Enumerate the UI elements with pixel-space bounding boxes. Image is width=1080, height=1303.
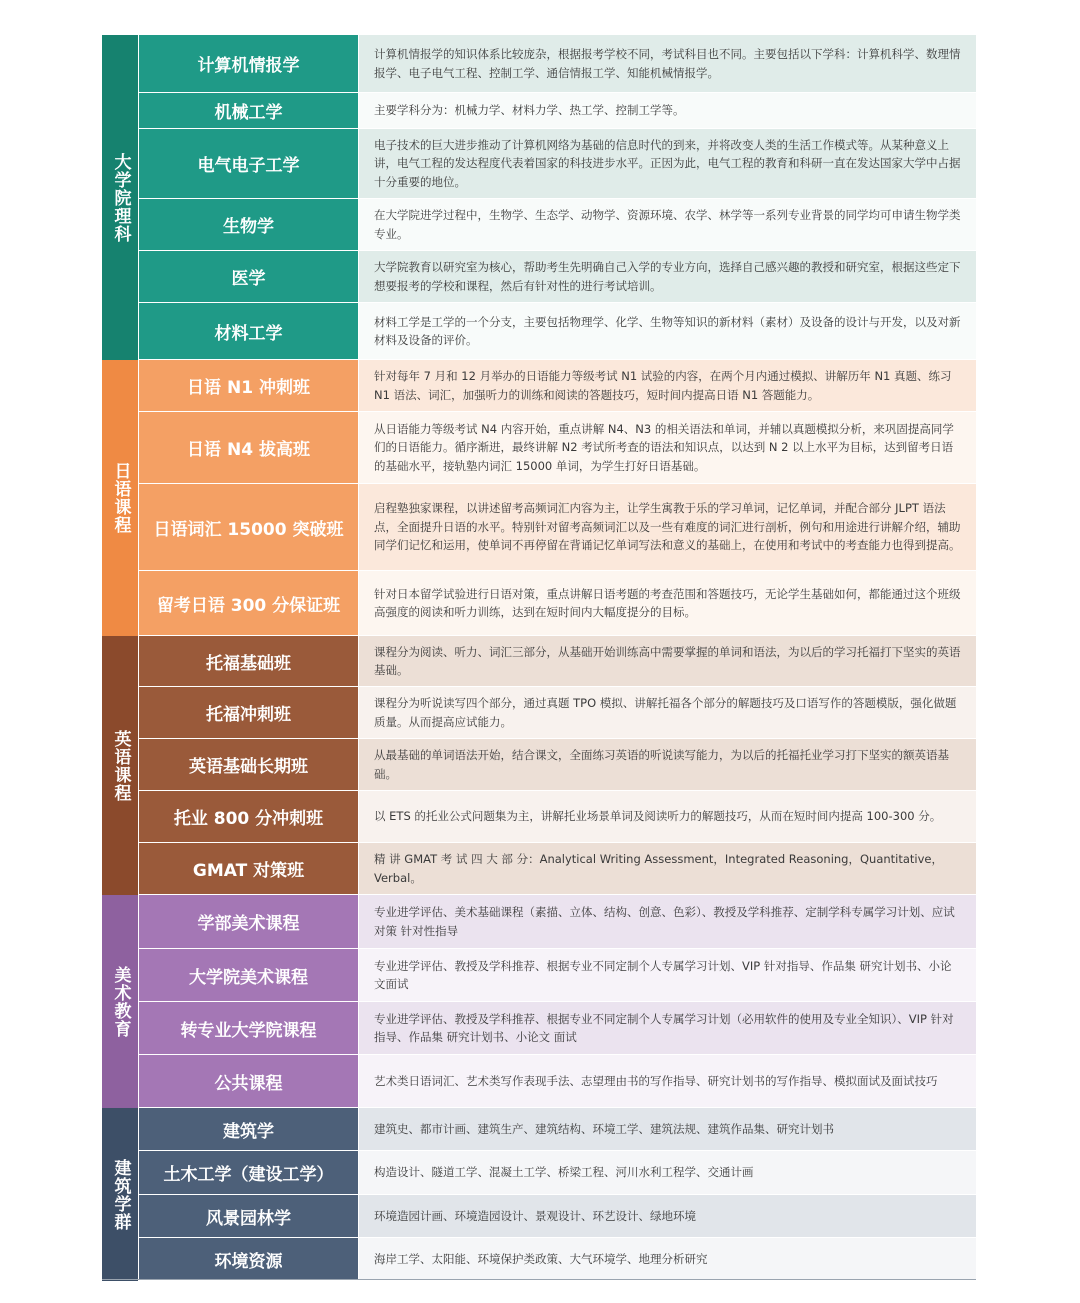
course-name: 学部美术课程	[138, 895, 358, 948]
table-row	[138, 412, 976, 484]
course-desc: 专业进学评估、美术基础课程（素描、立体、结构、创意、色彩）、教授及学科推荐、定制学科专属学习计划、应试对策 针对性指导	[358, 895, 976, 948]
course-name: 风景园林学	[138, 1195, 358, 1237]
course-name: 英语基础长期班	[138, 739, 358, 790]
table-row	[138, 571, 976, 636]
table-row	[138, 687, 976, 739]
course-desc: 从最基础的单词语法开始，结合课文，全面练习英语的听说读写能力，为以后的托福托业学习打下坚实的额英语基础。	[358, 739, 976, 790]
course-desc: 艺术类日语词汇、艺术类写作表现手法、志望理由书的写作指导、研究计划书的写作指导、模拟面试及面试技巧	[358, 1055, 976, 1107]
course-desc: 课程分为阅读、听力、词汇三部分，从基础开始训练高中需要掌握的单词和语法，为以后的学习托福打下坚实的英语基础。	[358, 636, 976, 686]
course-desc: 专业进学评估、教授及学科推荐、根据专业不同定制个人专属学习计划、VIP 针对指导、作品集 研究计划书、小论文面试	[358, 949, 976, 1001]
section-art-education	[102, 895, 976, 1108]
course-table	[102, 35, 976, 1281]
course-name: 建筑学	[138, 1108, 358, 1150]
table-row	[138, 1151, 976, 1195]
category-label: 美术教育	[102, 895, 138, 1108]
table-row	[138, 129, 976, 199]
course-desc: 启程塾独家课程，以讲述留考高频词汇内容为主，让学生寓教于乐的学习单词，记忆单词，并配合部分 JLPT 语法点，全面提升日语的水平。特别针对留考高频词汇以及一些有难度的词汇进行剖析，例句和用途进行讲解介绍，辅助同学们记忆和运用，使单词不再停留在背诵记忆单词写法和意义的基础上，在使用和考试中的考查能力也得到提高。	[358, 484, 976, 570]
course-desc: 课程分为听说读写四个部分，通过真题 TPO 模拟、讲解托福各个部分的解题技巧及口语写作的答题模版，强化做题质量。从而提高应试能力。	[358, 687, 976, 738]
table-row	[138, 949, 976, 1002]
course-desc: 主要学科分为：机械力学、材料力学、热工学、控制工学等。	[358, 93, 976, 128]
course-desc: 精 讲 GMAT 考 试 四 大 部 分：Analytical Writing Assessment，Integrated Reasoning，Quantitative，Verbal。	[358, 843, 976, 894]
course-name: 土木工学（建设工学）	[138, 1151, 358, 1194]
course-name: 留考日语 300 分保证班	[138, 571, 358, 635]
table-row	[138, 251, 976, 303]
section-english-courses	[102, 636, 976, 895]
table-row	[138, 1238, 976, 1281]
bottom-divider	[102, 1279, 976, 1280]
course-name: 托业 800 分冲刺班	[138, 791, 358, 842]
course-name: 生物学	[138, 199, 358, 250]
table-row	[138, 739, 976, 791]
course-name: 公共课程	[138, 1055, 358, 1107]
course-name: 大学院美术课程	[138, 949, 358, 1001]
course-desc: 以 ETS 的托业公式问题集为主，讲解托业场景单词及阅读听力的解题技巧，从而在短时间内提高 100-300 分。	[358, 791, 976, 842]
course-name: 托福基础班	[138, 636, 358, 686]
course-desc: 针对每年 7 月和 12 月举办的日语能力等级考试 N1 试验的内容，在两个月内通过模拟、讲解历年 N1 真题、练习 N1 语法、词汇，加强听力的训练和阅读的答题技巧，短时间内提高日语 N1 答题能力。	[358, 360, 976, 411]
table-row	[138, 1195, 976, 1238]
course-name: 环境资源	[138, 1238, 358, 1280]
table-row	[138, 1108, 976, 1151]
section-graduate-science	[102, 35, 976, 360]
category-label: 日语课程	[102, 360, 138, 636]
table-row	[138, 484, 976, 571]
course-name: 托福冲刺班	[138, 687, 358, 738]
course-desc: 在大学院进学过程中，生物学、生态学、动物学、资源环境、农学、林学等一系列专业背景的同学均可申请生物学类专业。	[358, 199, 976, 250]
table-row	[138, 1055, 976, 1108]
category-label: 建筑学群	[102, 1108, 138, 1281]
course-desc: 构造设计、隧道工学、混凝土工学、桥梁工程、河川水利工程学、交通计画	[358, 1151, 976, 1194]
course-desc: 大学院教育以研究室为核心，帮助考生先明确自己入学的专业方向，选择自己感兴趣的教授和研究室，根据这些定下想要报考的学校和课程，然后有针对性的进行考试培训。	[358, 251, 976, 302]
table-row	[138, 843, 976, 895]
table-row	[138, 199, 976, 251]
table-row	[138, 360, 976, 412]
table-row	[138, 35, 976, 93]
course-desc: 专业进学评估、教授及学科推荐、根据专业不同定制个人专属学习计划（必用软件的使用及专业全知识）、VIP 针对指导、作品集 研究计划书、小论文 面试	[358, 1002, 976, 1054]
course-name: 机械工学	[138, 93, 358, 128]
course-desc: 电子技术的巨大进步推动了计算机网络为基础的信息时代的到来，并将改变人类的生活工作模式等。从某种意义上讲，电气工程的发达程度代表着国家的科技进步水平。正因为此，电气工程的教育和科研一直在发达国家大学中占据十分重要的地位。	[358, 129, 976, 198]
course-desc: 材料工学是工学的一个分支，主要包括物理学、化学、生物等知识的新材料（素材）及设备的设计与开发，以及对新材料及设备的评价。	[358, 303, 976, 359]
table-row	[138, 791, 976, 843]
course-desc: 建筑史、都市计画、建筑生产、建筑结构、环境工学、建筑法规、建筑作品集、研究计划书	[358, 1108, 976, 1150]
category-label: 英语课程	[102, 636, 138, 895]
category-label: 大学院理科	[102, 35, 138, 360]
course-name: 计算机情报学	[138, 35, 358, 92]
table-row	[138, 636, 976, 687]
table-row	[138, 303, 976, 360]
course-desc: 从日语能力等级考试 N4 内容开始，重点讲解 N4、N3 的相关语法和单词，并辅以真题模拟分析，来巩固提高同学们的日语能力。循序渐进，最终讲解 N2 考试所考查的语法和知识点，以达到 N 2 以上水平为目标，达到留考日语的基础水平，接轨塾内词汇 15000 单词，为学生打好日语基础。	[358, 412, 976, 483]
course-desc: 计算机情报学的知识体系比较庞杂，根据报考学校不同，考试科目也不同。主要包括以下学科：计算机科学、数理情报学、电子电气工程、控制工学、通信情报工学、知能机械情报学。	[358, 35, 976, 92]
course-name: 材料工学	[138, 303, 358, 359]
course-name: 日语 N4 拔高班	[138, 412, 358, 483]
table-row	[138, 93, 976, 129]
course-name: 转专业大学院课程	[138, 1002, 358, 1054]
section-japanese-courses	[102, 360, 976, 636]
course-name: GMAT 对策班	[138, 843, 358, 894]
course-name: 电气电子工学	[138, 129, 358, 198]
section-architecture-group	[102, 1108, 976, 1281]
course-desc: 环境造园计画、环境造园设计、景观设计、环艺设计、绿地环境	[358, 1195, 976, 1237]
course-name: 医学	[138, 251, 358, 302]
course-name: 日语 N1 冲刺班	[138, 360, 358, 411]
course-desc: 针对日本留学试验进行日语对策，重点讲解日语考题的考查范围和答题技巧，无论学生基础如何，都能通过这个班级高强度的阅读和听力训练，达到在短时间内大幅度提分的目标。	[358, 571, 976, 635]
table-row	[138, 895, 976, 949]
table-row	[138, 1002, 976, 1055]
course-name: 日语词汇 15000 突破班	[138, 484, 358, 570]
course-desc: 海岸工学、太阳能、环境保护类政策、大气环境学、地理分析研究	[358, 1238, 976, 1280]
